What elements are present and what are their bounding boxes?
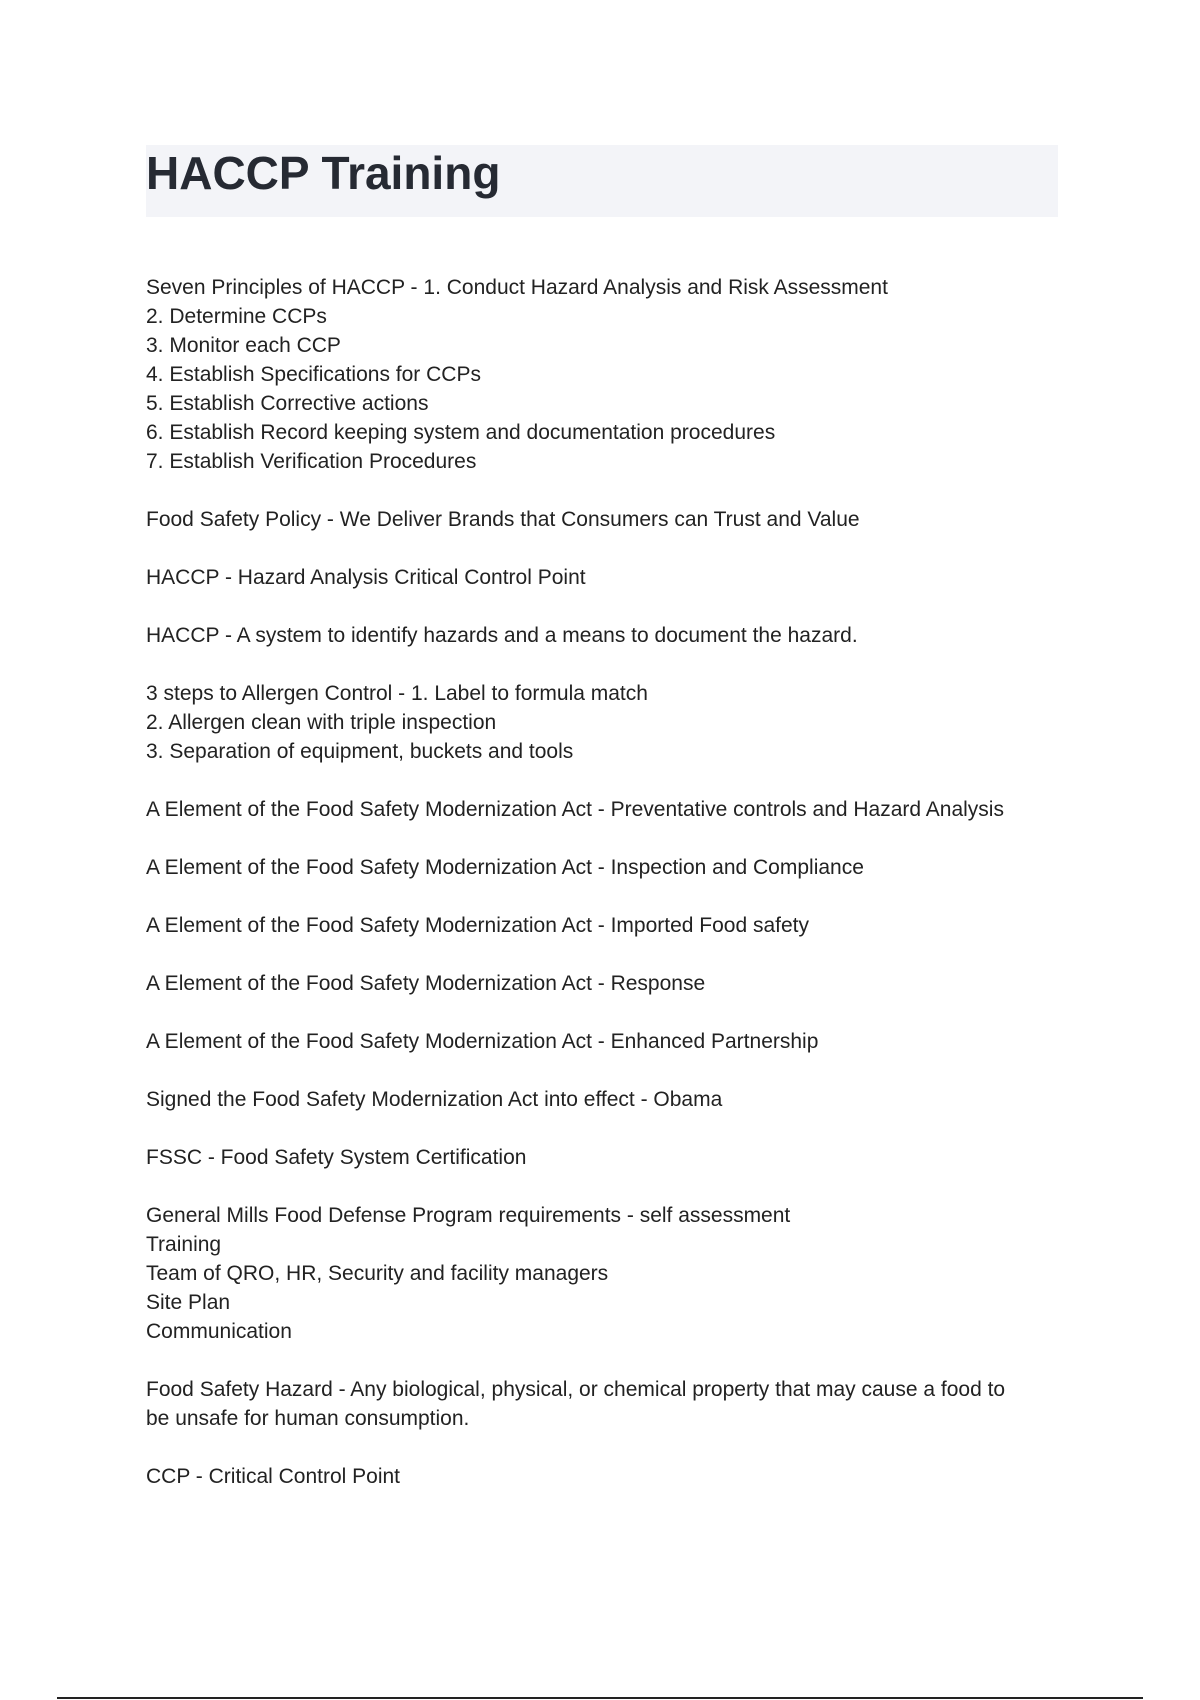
flashcard-entry	[146, 1143, 1066, 1172]
flashcard-entry	[146, 563, 1066, 592]
entry-line: be unsafe for human consumption.	[146, 1407, 470, 1430]
flashcard-entry	[146, 1462, 1066, 1491]
flashcard-entry	[146, 969, 1066, 998]
entry-line: A Element of the Food Safety Modernization Act - Inspection and Compliance	[146, 856, 864, 879]
entry-line: A Element of the Food Safety Modernization Act - Preventative controls and Hazard Analysis	[146, 798, 1004, 821]
entry-line: 6. Establish Record keeping system and documentation procedures	[146, 421, 776, 444]
flashcard-entry	[146, 1201, 1066, 1346]
entry-line: Training	[146, 1233, 222, 1256]
flashcard-entry	[146, 679, 1066, 766]
entry-line: 4. Establish Specifications for CCPs	[146, 363, 481, 386]
flashcard-entry	[146, 505, 1066, 534]
flashcard-entry	[146, 853, 1066, 882]
entry-line: 7. Establish Verification Procedures	[146, 450, 477, 473]
entry-line: Signed the Food Safety Modernization Act into effect - Obama	[146, 1088, 723, 1111]
flashcard-entry	[146, 1375, 1066, 1433]
entry-line: Food Safety Policy - We Deliver Brands that Consumers can Trust and Value	[146, 508, 860, 531]
entry-line: HACCP - A system to identify hazards and a means to document the hazard.	[146, 624, 858, 647]
flashcard-entry	[146, 621, 1066, 650]
page-title: HACCP Training	[146, 147, 501, 199]
entry-line: Team of QRO, HR, Security and facility managers	[146, 1262, 609, 1285]
flashcard-entry	[146, 1027, 1066, 1056]
entry-line: Communication	[146, 1320, 292, 1343]
entry-line: HACCP - Hazard Analysis Critical Control Point	[146, 566, 586, 589]
entry-line: 3. Separation of equipment, buckets and tools	[146, 740, 574, 763]
entry-line: 2. Allergen clean with triple inspection	[146, 711, 497, 734]
entry-line: Seven Principles of HACCP - 1. Conduct Hazard Analysis and Risk Assessment	[146, 276, 888, 299]
entry-line: General Mills Food Defense Program requirements - self assessment	[146, 1204, 791, 1227]
entry-line: 3. Monitor each CCP	[146, 334, 341, 357]
page-divider	[57, 1697, 1143, 1699]
flashcard-entry	[146, 273, 1066, 476]
entry-line: Food Safety Hazard - Any biological, physical, or chemical property that may cause a food to	[146, 1378, 1006, 1401]
flashcard-entry	[146, 1085, 1066, 1114]
entry-line: A Element of the Food Safety Modernization Act - Enhanced Partnership	[146, 1030, 819, 1053]
entry-line: A Element of the Food Safety Modernization Act - Response	[146, 972, 706, 995]
entry-line: 5. Establish Corrective actions	[146, 392, 429, 415]
flashcard-list	[146, 273, 1066, 1520]
flashcard-entry	[146, 795, 1066, 824]
flashcard-entry	[146, 911, 1066, 940]
entry-line: 3 steps to Allergen Control - 1. Label to formula match	[146, 682, 648, 705]
entry-line: Site Plan	[146, 1291, 231, 1314]
entry-line: FSSC - Food Safety System Certification	[146, 1146, 527, 1169]
entry-line: A Element of the Food Safety Modernization Act - Imported Food safety	[146, 914, 810, 937]
entry-line: 2. Determine CCPs	[146, 305, 327, 328]
entry-line: CCP - Critical Control Point	[146, 1465, 401, 1488]
